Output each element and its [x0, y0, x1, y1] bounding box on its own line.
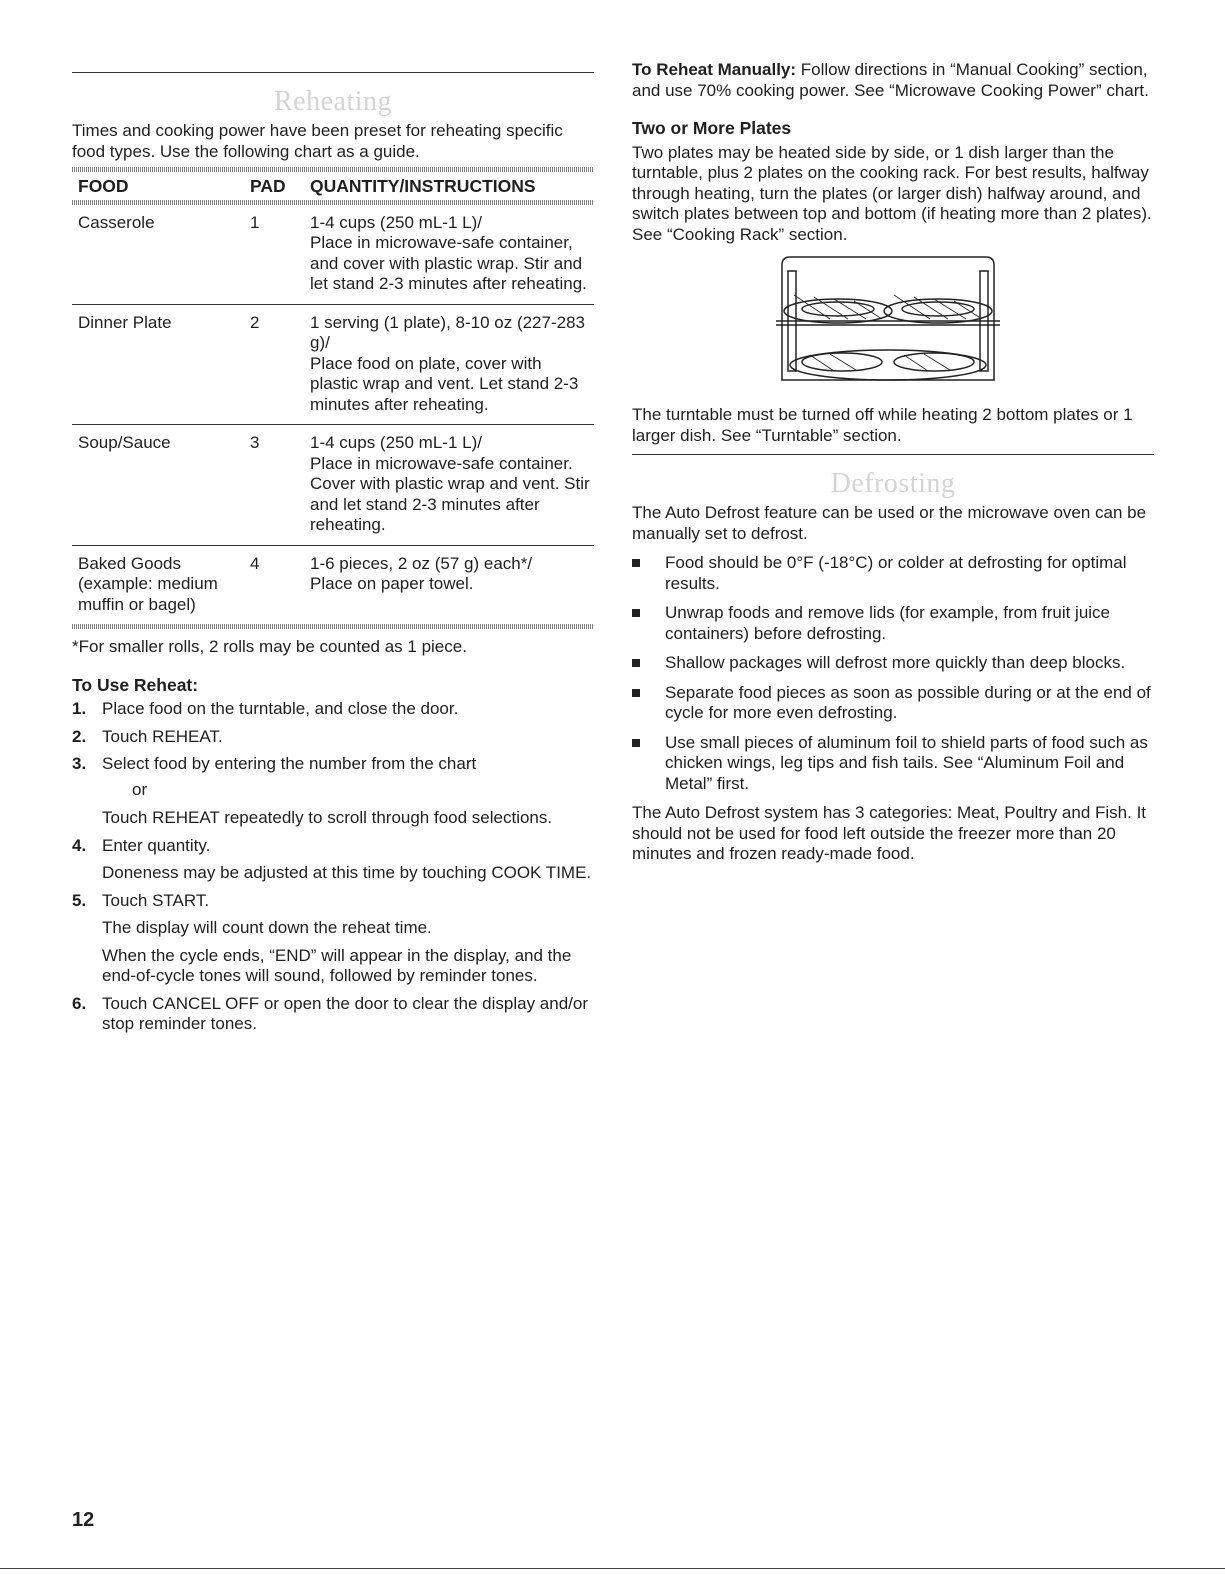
step-detail: Doneness may be adjusted at this time by touching COOK TIME.: [102, 863, 592, 882]
header-food: FOOD: [78, 176, 129, 196]
step-number: 2.: [72, 726, 87, 746]
step-number: 5.: [72, 890, 87, 910]
step-or: or: [132, 779, 148, 799]
quantity-text: 1-4 cups (250 mL-1 L)/: [310, 433, 482, 452]
food-right: [902, 302, 974, 316]
section-rule: [72, 72, 594, 73]
step-item: [72, 891, 594, 987]
section-rule: [632, 454, 1154, 455]
bullet-text: Use small pieces of aluminum foil to shield parts of food such as chicken wings, leg tips and fish tails. See “Aluminum Foil and Metal” first.: [665, 732, 1148, 793]
reheating-intro: Times and cooking power have been preset for reheating specific food types. Use the following chart as a guide.: [72, 121, 563, 161]
table-top-rule: [72, 167, 594, 172]
table-bottom-rule: [72, 624, 594, 629]
table-row: [72, 304, 594, 425]
step-number: 3.: [72, 754, 87, 773]
step-item: [72, 727, 594, 748]
table-row: [72, 425, 594, 546]
quantity-cell: [304, 545, 594, 624]
list-item: [632, 653, 1154, 674]
step-detail: When the cycle ends, “END” will appear in the display, and the end-of-cycle tones will sound, followed by reminder tones.: [102, 945, 572, 985]
food-cell: Baked Goods (example: medium muffin or bagel): [78, 553, 218, 614]
food-cell: Casserole: [72, 205, 244, 305]
food-cell: Soup/Sauce: [72, 425, 244, 546]
bullet-icon: [632, 659, 640, 667]
step-detail: The display will count down the reheat time.: [102, 918, 432, 937]
bullet-icon: [632, 559, 640, 567]
step-item: [72, 699, 594, 720]
pad-cell: 2: [244, 304, 304, 425]
instruction-text: Place food on plate, cover with plastic wrap and vent. Let stand 2-3 minutes after reheating.: [310, 353, 579, 414]
manual-reheat-paragraph: [632, 60, 1154, 101]
step-text: Touch START.: [102, 890, 210, 910]
step-number: 4.: [72, 835, 87, 855]
cooking-rack-illustration: [774, 255, 1002, 385]
defrosting-outro: The Auto Defrost system has 3 categories: Meat, Poultry and Fish. It should not be used for food left outside the freezer more than 20 minutes and frozen ready-made food.: [632, 803, 1147, 863]
defrosting-title: Defrosting: [830, 468, 956, 499]
bottom-food-left: [802, 353, 882, 371]
bottom-food-right: [894, 353, 974, 371]
food-left: [802, 302, 874, 316]
page-number: 12: [72, 1509, 95, 1531]
step-text: Enter quantity.: [102, 835, 211, 855]
two-plates-heading: Two or More Plates: [632, 118, 792, 138]
two-plates-text: Two plates may be heated side by side, or 1 dish larger than the turntable, plus 2 plates on the cooking rack. For best results, halfway through heating, turn the plates (or larger dish) halfway around, and switch plates between top and bottom (if heating more than 2 plates). See “Cooking Rack” section.: [632, 142, 1152, 244]
step-text: Place food on the turntable, and close the door.: [102, 699, 459, 718]
defrosting-intro: The Auto Defrost feature can be used or the microwave oven can be manually set to defrost.: [632, 503, 1147, 543]
bullet-icon: [632, 609, 640, 617]
manual-reheat-lead: To Reheat Manually:: [632, 60, 797, 79]
food-hatching: [810, 354, 950, 371]
bullet-text: Food should be 0°F (-18°C) or colder at defrosting for optimal results.: [665, 553, 1127, 593]
list-item: [632, 553, 1154, 594]
step-alt-text: Touch REHEAT repeatedly to scroll through food selections.: [102, 808, 553, 827]
table-header-row: [72, 172, 594, 200]
turntable-caption: The turntable must be turned off while heating 2 bottom plates or 1 larger dish. See “Turntable” section.: [632, 405, 1133, 445]
food-cell: Dinner Plate: [72, 304, 244, 425]
quantity-text: 1-6 pieces, 2 oz (57 g) each*/: [310, 553, 533, 573]
instruction-text: Place in microwave-safe container. Cover with plastic wrap and vent. Stir and let stand 2-3 minutes after reheating.: [310, 453, 590, 534]
quantity-cell: [304, 205, 594, 305]
list-item: [632, 733, 1154, 795]
step-item: [72, 754, 594, 829]
table-row: [72, 545, 594, 624]
step-number: 1.: [72, 699, 87, 718]
quantity-text: 1-4 cups (250 mL-1 L)/: [310, 212, 482, 232]
header-pad: PAD: [250, 176, 286, 196]
defrost-tips: [632, 553, 1154, 794]
bullet-text: Shallow packages will defrost more quickly than deep blocks.: [665, 653, 1126, 672]
reheat-steps: [72, 699, 594, 1035]
quantity-text: 1 serving (1 plate), 8-10 oz (227-283 g)/: [310, 312, 585, 352]
instruction-text: Place on paper towel.: [310, 574, 474, 593]
step-text: Touch CANCEL OFF or open the door to clear the display and/or stop reminder tones.: [102, 993, 589, 1033]
left-column: [72, 60, 594, 1042]
pad-cell: 1: [244, 205, 304, 305]
step-text: Touch REHEAT.: [102, 726, 223, 746]
table-row: [72, 205, 594, 305]
bullet-text: Unwrap foods and remove lids (for example, from fruit juice containers) before defrosting.: [665, 603, 1111, 643]
manual-reheat-text: Follow directions in “Manual Cooking” section, and use 70% cooking power. See “Microwave Cooking Power” chart.: [632, 60, 1149, 100]
reheating-title: Reheating: [273, 86, 393, 117]
reheat-table: [72, 172, 594, 624]
bullet-text: Separate food pieces as soon as possible during or at the end of cycle for more even defrosting.: [665, 682, 1151, 722]
step-text: Select food by entering the number from the chart: [102, 754, 477, 773]
quantity-cell: [304, 425, 594, 546]
step-item: [72, 836, 594, 884]
step-number: 6.: [72, 993, 87, 1013]
list-item: [632, 683, 1154, 724]
page-bottom-rule: [0, 1568, 1225, 1569]
header-quantity: QUANTITY/INSTRUCTIONS: [310, 176, 536, 196]
right-column: [632, 60, 1154, 874]
instruction-text: Place in microwave-safe container, and cover with plastic wrap. Stir and let stand 2-3 minutes after reheating.: [310, 233, 587, 293]
table-header-rule: [72, 200, 594, 205]
pad-cell: 4: [250, 553, 260, 573]
oven-cavity-outline: [782, 257, 994, 380]
bullet-icon: [632, 739, 640, 747]
step-item: [72, 994, 594, 1035]
quantity-cell: [304, 304, 594, 425]
table-footnote: *For smaller rolls, 2 rolls may be counted as 1 piece.: [72, 637, 467, 656]
pad-cell: 3: [244, 425, 304, 546]
list-item: [632, 603, 1154, 644]
bullet-icon: [632, 689, 640, 697]
use-reheat-heading: To Use Reheat:: [72, 674, 199, 695]
